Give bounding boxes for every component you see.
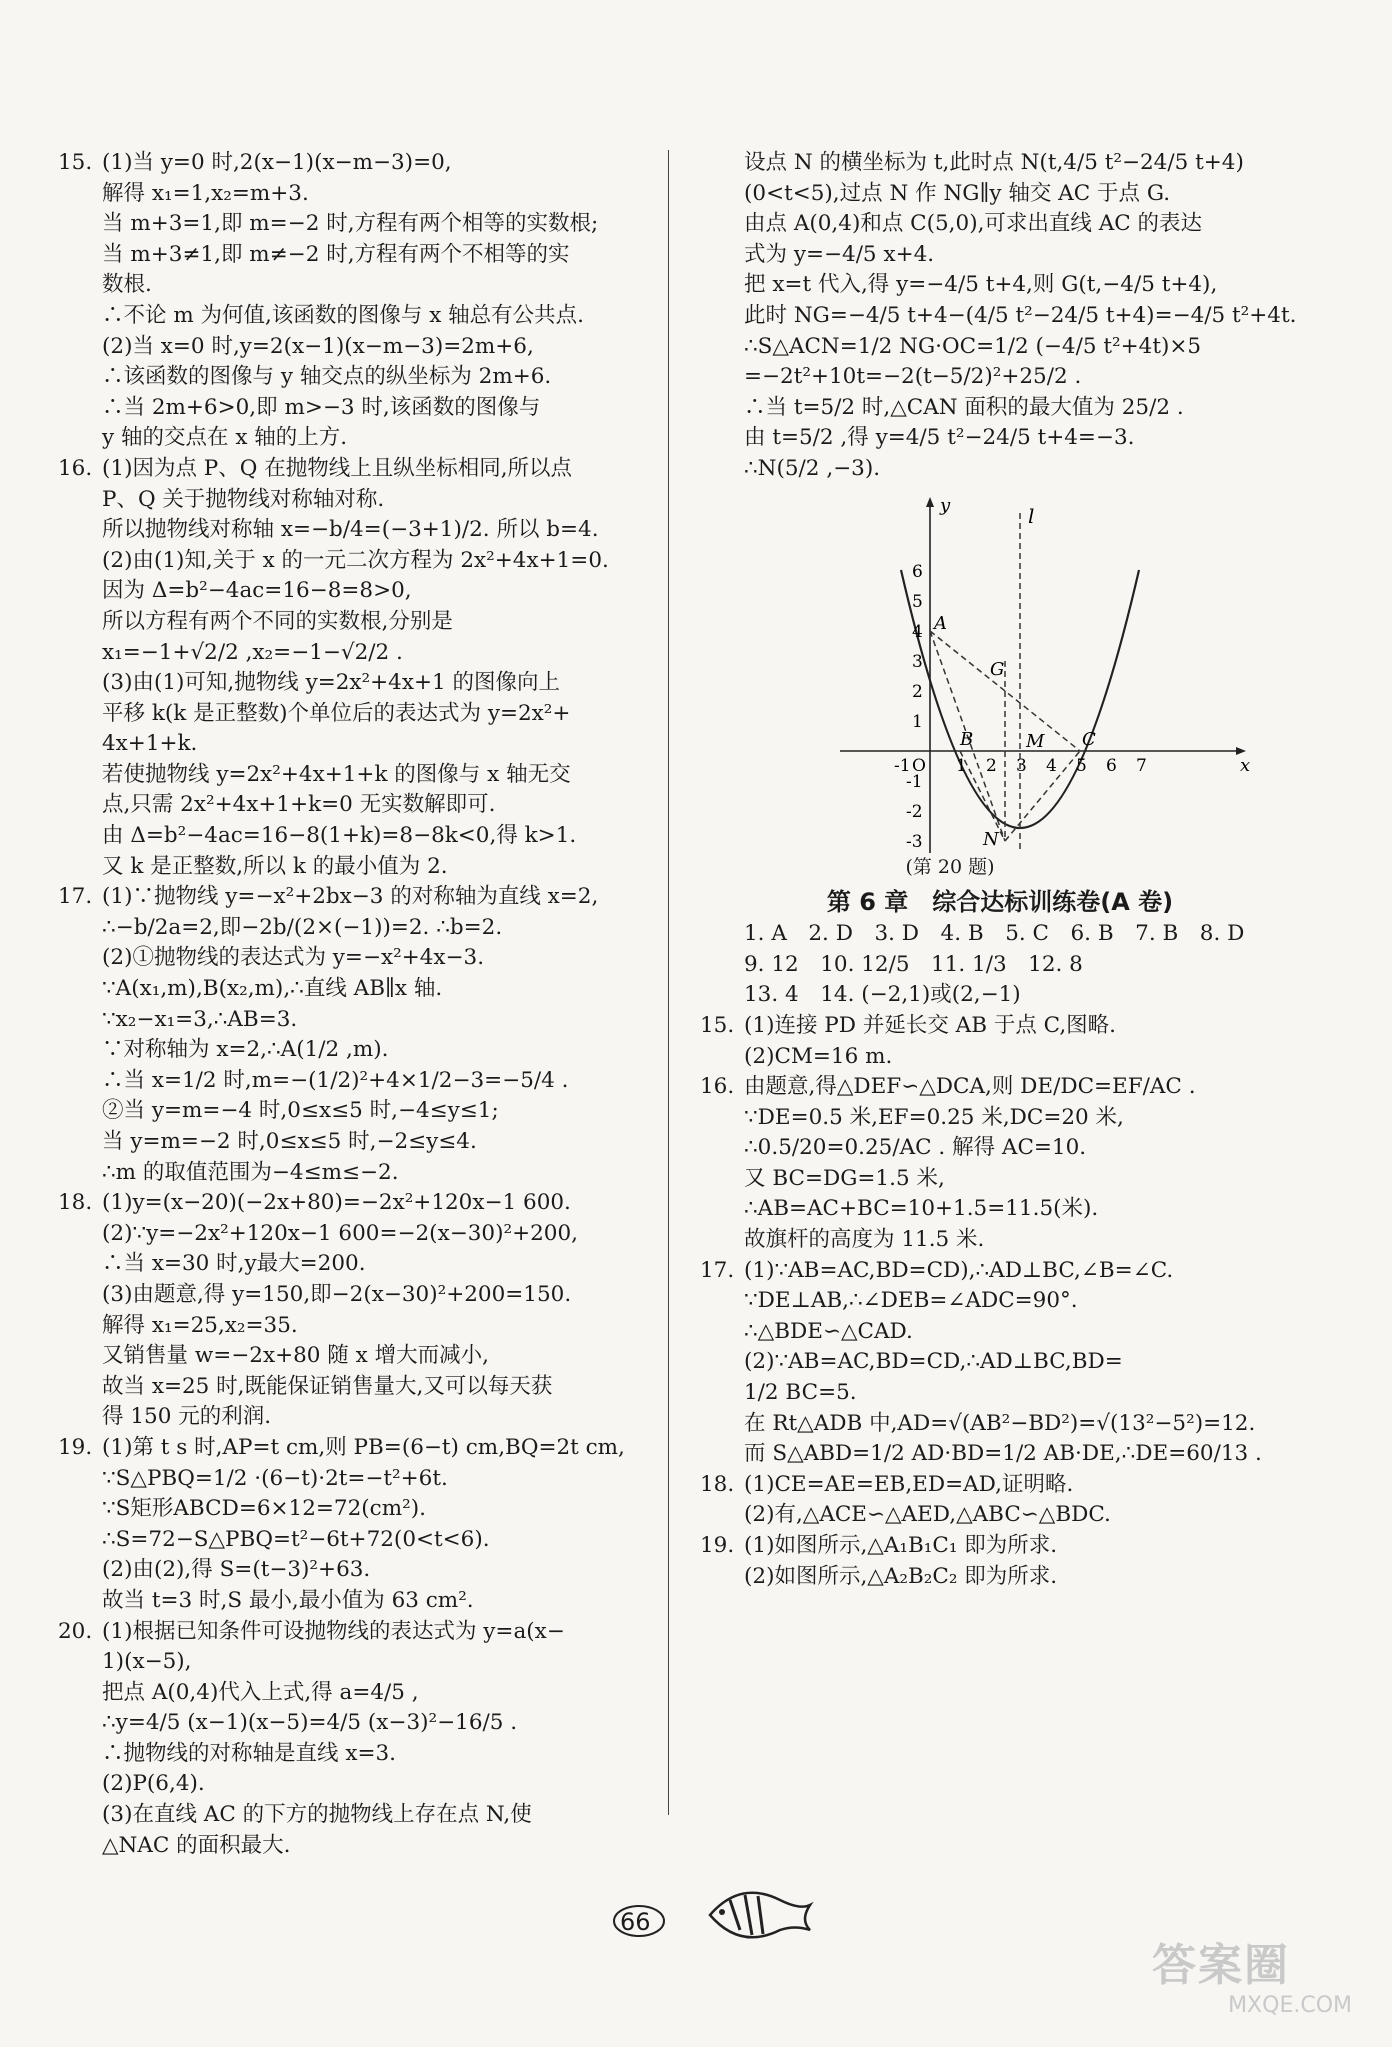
text-line — [700, 1347, 1300, 1378]
line-text: 由 Δ=b²−4ac=16−8(1+k)=8−8k<0,得 k>1. — [102, 823, 577, 849]
line-text: (2)①抛物线的表达式为 y=−x²+4x−3. — [102, 945, 485, 971]
x-tick: -1 — [894, 755, 911, 776]
point-c-label: C — [1082, 728, 1096, 750]
line-text: ∴y=4/5 (x−1)(x−5)=4/5 (x−3)²−16/5 . — [102, 1710, 518, 1736]
question-number: 17. — [700, 1257, 735, 1283]
line-text: 点,只需 2x²+4x+1+k=0 无实数解即可. — [102, 792, 496, 818]
text-line — [58, 1005, 658, 1036]
text-line — [58, 1035, 658, 1066]
chapter-heading: 第 6 章 综合达标训练卷(A 卷) — [826, 887, 1174, 916]
text-line — [58, 1708, 658, 1739]
line-text: 4x+1+k. — [102, 731, 198, 757]
parabola-figure — [800, 493, 1260, 883]
line-text: ∴N(5/2 ,−3). — [744, 455, 881, 481]
line-text: (1)如图所示,△A₁B₁C₁ 即为所求. — [744, 1533, 1058, 1558]
question-number: 19. — [700, 1533, 735, 1558]
line-text: ∴−b/2a=2,即−2b/(2×(−1))=2. ∴b=2. — [102, 914, 503, 940]
line-text: 若使抛物线 y=2x²+4x+1+k 的图像与 x 轴无交 — [102, 761, 571, 787]
column-divider — [668, 150, 669, 1815]
page-number — [620, 1908, 651, 1936]
text-line — [58, 1586, 658, 1617]
question-number: 17. — [58, 884, 93, 910]
text-line — [700, 1042, 1300, 1073]
x-tick: 4 — [1046, 755, 1057, 776]
text-line — [58, 240, 658, 271]
line-text: ∴S△ACN=1/2 NG·OC=1/2 (−4/5 t²+4t)×5 — [744, 333, 1202, 359]
line-text: (2)当 x=0 时,y=2(x−1)(x−m−3)=2m+6, — [102, 333, 534, 359]
line-text: ∴当 2m+6>0,即 m>−3 时,该函数的图像与 — [102, 394, 541, 420]
y-tick: -1 — [906, 771, 923, 792]
line-text: (1)CE=AE=EB,ED=AD,证明略. — [744, 1471, 1074, 1497]
text-line — [58, 1494, 658, 1525]
origin-label: O — [912, 755, 926, 776]
text-line — [58, 760, 658, 791]
text-line — [58, 729, 658, 760]
line-text: 又销售量 w=−2x+80 随 x 增大而减小, — [102, 1343, 489, 1369]
line-text: 13. 4 14. (−2,1)或(2,−1) — [744, 982, 1021, 1008]
text-line — [700, 1470, 1300, 1501]
y-tick: -3 — [906, 831, 923, 852]
line-text: 当 y=m=−2 时,0≤x≤5 时,−2≤y≤4. — [102, 1129, 477, 1154]
text-line — [58, 882, 658, 913]
text-line — [700, 950, 1300, 981]
line-text: (3)由(1)可知,抛物线 y=2x²+4x+1 的图像向上 — [102, 670, 561, 696]
line-text: 故旗杆的高度为 11.5 米. — [744, 1227, 985, 1253]
text-line — [700, 1286, 1300, 1317]
line-text: ∴当 t=5/2 时,△CAN 面积的最大值为 25/2 . — [744, 394, 1184, 420]
line-text: (2)如图所示,△A₂B₂C₂ 即为所求. — [744, 1563, 1058, 1589]
line-text: ∵S矩形ABCD=6×12=72(cm²). — [102, 1496, 426, 1522]
line-text: 当 m+3≠1,即 m≠−2 时,方程有两个不相等的实 — [102, 241, 570, 267]
watermark-main: 答案圈 — [1152, 1940, 1290, 1991]
question-number: 20. — [58, 1618, 93, 1644]
x-tick: 1 — [956, 755, 967, 776]
line-text: (1)第 t s 时,AP=t cm,则 PB=(6−t) cm,BQ=2t cm, — [102, 1434, 625, 1460]
line-text: 把 x=t 代入,得 y=−4/5 t+4,则 G(t,−4/5 t+4), — [744, 272, 1218, 298]
text-line — [700, 1562, 1300, 1593]
text-line — [700, 393, 1300, 424]
text-line — [700, 1317, 1300, 1348]
line-text: (2)∵AB=AC,BD=CD,∴AD⊥BC,BD= — [744, 1349, 1123, 1375]
text-line — [58, 1249, 658, 1280]
line-text: ∴△BDE∽△CAD. — [744, 1318, 913, 1344]
text-line — [58, 1219, 658, 1250]
line-text: 而 S△ABD=1/2 AD·BD=1/2 AB·DE,∴DE=60/13 . — [744, 1441, 1262, 1467]
line-text: y 轴的交点在 x 轴的上方. — [102, 425, 348, 451]
text-line — [58, 270, 658, 301]
y-tick: 2 — [912, 681, 923, 702]
right-top-text — [700, 148, 1300, 485]
text-line — [700, 1531, 1300, 1562]
text-line — [700, 148, 1300, 179]
line-text: (1)根据已知条件可设抛物线的表达式为 y=a(x− — [102, 1618, 565, 1644]
x-axis-label: x — [1240, 754, 1251, 776]
line-text: (2)CM=16 m. — [744, 1043, 893, 1069]
line-text: ②当 y=m=−4 时,0≤x≤5 时,−4≤y≤1; — [102, 1098, 499, 1124]
text-line — [58, 1096, 658, 1127]
line-text: 9. 12 10. 12/5 11. 1/3 12. 8 — [744, 951, 1083, 977]
text-line — [58, 1158, 658, 1189]
question-number: 15. — [700, 1012, 735, 1038]
line-text: 1)(x−5), — [102, 1649, 192, 1675]
line-text: ∴抛物线的对称轴是直线 x=3. — [102, 1740, 396, 1766]
text-line — [58, 1831, 658, 1862]
fish-decoration-icon — [700, 1870, 820, 1964]
line-text: 故当 x=25 时,既能保证销售量大,又可以每天获 — [102, 1373, 553, 1399]
line-text: ∴不论 m 为何值,该函数的图像与 x 轴总有公共点. — [102, 302, 585, 328]
line-text: ∴该函数的图像与 y 轴交点的纵坐标为 2m+6. — [102, 364, 552, 390]
text-line — [700, 423, 1300, 454]
text-line — [700, 1225, 1300, 1256]
text-line — [58, 1800, 658, 1831]
x-tick: 2 — [986, 755, 997, 776]
x-tick: 3 — [1016, 755, 1027, 776]
text-line — [58, 1280, 658, 1311]
text-line — [700, 332, 1300, 363]
point-g-label: G — [990, 658, 1005, 680]
line-text: (1)因为点 P、Q 在抛物线上且纵坐标相同,所以点 — [102, 455, 573, 481]
line-text: ∴S=72−S△PBQ=t²−6t+72(0<t<6). — [102, 1526, 490, 1552]
text-line — [700, 1133, 1300, 1164]
line-text: ∴当 x=30 时,y最大=200. — [102, 1251, 366, 1277]
line-text: 得 150 元的利润. — [102, 1404, 272, 1430]
line-text: ∵对称轴为 x=2,∴A(1/2 ,m). — [102, 1037, 389, 1063]
line-text: 又 BC=DG=1.5 米, — [744, 1165, 945, 1191]
line-text: ∵A(x₁,m),B(x₂,m),∴直线 AB∥x 轴. — [102, 976, 443, 1002]
line-text: x₁=−1+√2/2 ,x₂=−1−√2/2 . — [102, 639, 403, 665]
text-line — [58, 301, 658, 332]
line-text: ∴AB=AC+BC=10+1.5=11.5(米). — [744, 1196, 1099, 1222]
figure-caption: (第 20 题) — [905, 855, 995, 878]
page-number-text: 66 — [620, 1908, 651, 1936]
question-number: 16. — [700, 1074, 735, 1100]
text-line — [58, 699, 658, 730]
y-tick: 1 — [912, 711, 923, 732]
text-line — [58, 607, 658, 638]
text-line — [700, 980, 1300, 1011]
text-line — [700, 1164, 1300, 1195]
text-line — [700, 1409, 1300, 1440]
text-line — [58, 1402, 658, 1433]
line-text: 所以抛物线对称轴 x=−b/4=(−3+1)/2. 所以 b=4. — [102, 517, 599, 543]
text-line — [58, 1127, 658, 1158]
line-text: 在 Rt△ADB 中,AD=√(AB²−BD²)=√(13²−5²)=12. — [744, 1410, 1256, 1436]
line-text: 故当 t=3 时,S 最小,最小值为 63 cm². — [102, 1587, 474, 1613]
line-text: 式为 y=−4/5 x+4. — [744, 241, 935, 267]
line-text: △NAC 的面积最大. — [102, 1832, 291, 1858]
watermark-sub: MXQE.COM — [1228, 1993, 1352, 2018]
text-line — [58, 1555, 658, 1586]
line-l-label: l — [1028, 503, 1035, 528]
text-line — [58, 1372, 658, 1403]
text-line — [58, 546, 658, 577]
text-line — [58, 790, 658, 821]
text-line — [58, 1525, 658, 1556]
text-line — [58, 515, 658, 546]
question-number: 18. — [58, 1190, 93, 1216]
line-text: ∵x₂−x₁=3,∴AB=3. — [102, 1006, 298, 1032]
line-text: (3)在直线 AC 的下方的抛物线上存在点 N,使 — [102, 1802, 532, 1828]
line-text: 把点 A(0,4)代入上式,得 a=4/5 , — [102, 1679, 419, 1705]
line-text: ∴0.5/20=0.25/AC . 解得 AC=10. — [744, 1135, 1087, 1161]
line-text: 由点 A(0,4)和点 C(5,0),可求出直线 AC 的表达 — [744, 211, 1203, 237]
y-tick: 6 — [912, 561, 923, 582]
line-text: ∵S△PBQ=1/2 ·(6−t)·2t=−t²+6t. — [102, 1465, 448, 1491]
text-line — [58, 1678, 658, 1709]
watermark — [1152, 1929, 1352, 2039]
point-b-label: B — [960, 728, 974, 750]
point-m-label: M — [1026, 730, 1045, 752]
text-line — [58, 1647, 658, 1678]
line-text: (2)由(1)知,关于 x 的一元二次方程为 2x²+4x+1=0. — [102, 547, 609, 573]
x-tick: 5 — [1076, 755, 1087, 776]
text-line — [58, 943, 658, 974]
point-a-label: A — [934, 612, 947, 634]
line-text: ∵DE=0.5 米,EF=0.25 米,DC=20 米, — [744, 1104, 1124, 1130]
line-text: ∴m 的取值范围为−4≤m≤−2. — [102, 1159, 399, 1185]
text-line — [700, 1500, 1300, 1531]
text-line — [58, 821, 658, 852]
text-line — [700, 179, 1300, 210]
point-n-label: N — [983, 828, 999, 850]
text-line — [58, 576, 658, 607]
text-line — [700, 1378, 1300, 1409]
line-text: 1/2 BC=5. — [744, 1380, 857, 1406]
line-text: (2)有,△ACE∽△AED,△ABC∽△BDC. — [744, 1502, 1111, 1528]
text-line — [58, 332, 658, 363]
text-line — [58, 485, 658, 516]
line-text: 设点 N 的横坐标为 t,此时点 N(t,4/5 t²−24/5 t+4) — [744, 150, 1244, 175]
line-text: 所以方程有两个不同的实数根,分别是 — [102, 608, 453, 634]
line-text: 解得 x₁=25,x₂=35. — [102, 1312, 298, 1338]
line-text: (2)由(2),得 S=(t−3)²+63. — [102, 1557, 371, 1583]
y-tick: 4 — [912, 621, 923, 642]
line-text: 1. A 2. D 3. D 4. B 5. C 6. B 7. B 8. D — [744, 921, 1245, 947]
line-text: P、Q 关于抛物线对称轴对称. — [102, 486, 385, 512]
line-text: (0<t<5),过点 N 作 NG∥y 轴交 AC 于点 G. — [744, 180, 1171, 206]
text-line — [700, 270, 1300, 301]
text-line — [58, 913, 658, 944]
text-line — [58, 362, 658, 393]
text-line — [58, 148, 658, 179]
text-line — [58, 974, 658, 1005]
text-line — [700, 362, 1300, 393]
text-line — [700, 301, 1300, 332]
line-text: (1)连接 PD 并延长交 AB 于点 C,图略. — [744, 1012, 1117, 1038]
y-axis-label: y — [940, 494, 951, 516]
line-text: 因为 Δ=b²−4ac=16−8=8>0, — [102, 578, 412, 604]
text-line — [58, 668, 658, 699]
text-line — [58, 1464, 658, 1495]
y-tick: 3 — [912, 651, 923, 672]
text-line — [700, 1194, 1300, 1225]
text-line — [58, 454, 658, 485]
y-tick: -2 — [906, 801, 923, 822]
text-line — [700, 919, 1300, 950]
line-text: (2)P(6,4). — [102, 1771, 205, 1797]
text-line — [700, 454, 1300, 485]
right-bottom-text — [700, 919, 1300, 1592]
text-line — [700, 1439, 1300, 1470]
text-line — [700, 1011, 1300, 1042]
text-line — [58, 1188, 658, 1219]
right-column — [700, 148, 1300, 1592]
text-line — [700, 1256, 1300, 1287]
text-line — [58, 638, 658, 669]
text-line — [700, 240, 1300, 271]
line-text: 解得 x₁=1,x₂=m+3. — [102, 180, 309, 206]
text-line — [58, 1433, 658, 1464]
line-text: 由 t=5/2 ,得 y=4/5 t²−24/5 t+4=−3. — [744, 425, 1135, 451]
line-text: (1)∵AB=AC,BD=CD),∴AD⊥BC,∠B=∠C. — [744, 1257, 1174, 1283]
x-tick: 6 — [1106, 755, 1117, 776]
text-line — [700, 209, 1300, 240]
line-text: (1)当 y=0 时,2(x−1)(x−m−3)=0, — [102, 150, 452, 175]
question-number: 19. — [58, 1434, 93, 1460]
left-column — [58, 148, 658, 1861]
text-line — [58, 423, 658, 454]
text-line — [58, 393, 658, 424]
question-number: 16. — [58, 455, 93, 481]
line-text: (1)∵抛物线 y=−x²+2bx−3 的对称轴为直线 x=2, — [102, 884, 599, 910]
x-tick: 7 — [1136, 755, 1147, 776]
line-text: (1)y=(x−20)(−2x+80)=−2x²+120x−1 600. — [102, 1190, 571, 1216]
question-number: 18. — [700, 1471, 735, 1497]
y-tick: 5 — [912, 591, 923, 612]
line-text: (3)由题意,得 y=150,即−2(x−30)²+200=150. — [102, 1281, 572, 1307]
line-text: 此时 NG=−4/5 t+4−(4/5 t²−24/5 t+4)=−4/5 t²+4t. — [744, 302, 1297, 328]
text-line — [700, 1103, 1300, 1134]
text-line — [58, 1617, 658, 1648]
text-line — [58, 1739, 658, 1770]
text-line — [58, 1311, 658, 1342]
text-line — [58, 179, 658, 210]
text-line — [58, 1066, 658, 1097]
line-text: 又 k 是正整数,所以 k 的最小值为 2. — [102, 853, 448, 879]
line-text: 数根. — [102, 272, 152, 298]
question-number: 15. — [58, 150, 93, 175]
line-text: 由题意,得△DEF∽△DCA,则 DE/DC=EF/AC . — [744, 1074, 1196, 1100]
line-text: ∴当 x=1/2 时,m=−(1/2)²+4×1/2−3=−5/4 . — [102, 1067, 569, 1093]
line-text: ∵DE⊥AB,∴∠DEB=∠ADC=90°. — [744, 1288, 1078, 1314]
text-line — [700, 1072, 1300, 1103]
text-line — [58, 852, 658, 883]
text-line — [58, 209, 658, 240]
parabola-graph — [800, 493, 1260, 853]
text-line — [58, 1769, 658, 1800]
text-line — [58, 1341, 658, 1372]
line-text: =−2t²+10t=−2(t−5/2)²+25/2 . — [744, 364, 1082, 390]
line-text: (2)∵y=−2x²+120x−1 600=−2(x−30)²+200, — [102, 1220, 578, 1246]
line-text: 平移 k(k 是正整数)个单位后的表达式为 y=2x²+ — [102, 700, 571, 726]
line-text: 当 m+3=1,即 m=−2 时,方程有两个相等的实数根; — [102, 211, 599, 237]
